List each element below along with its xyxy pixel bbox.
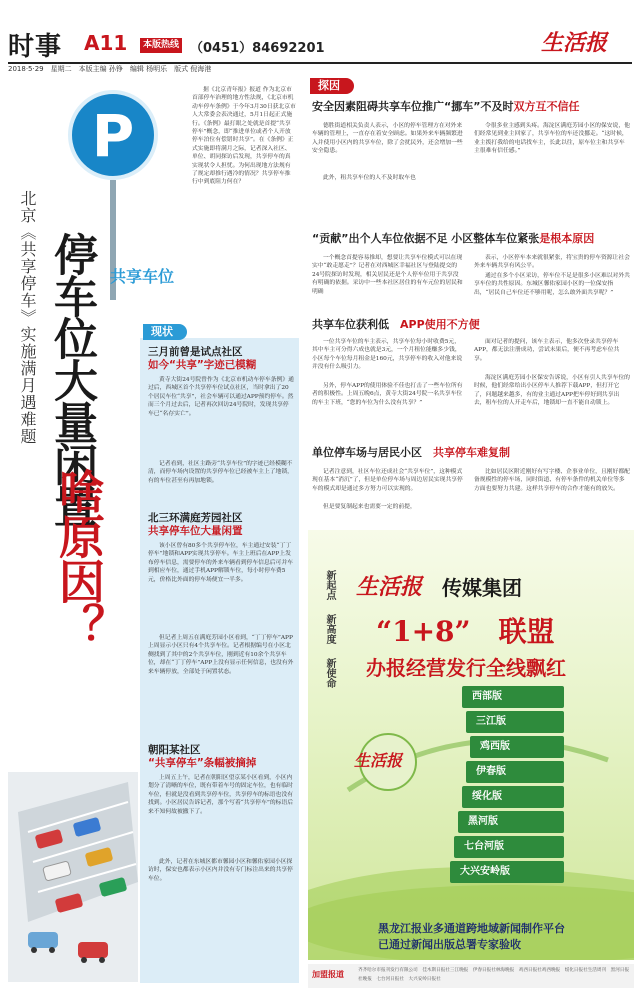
ad-paper-item: 大兴安岭版	[450, 861, 564, 883]
section1-paragraph-2: 记者看到，社区主路旁“共享车位”的字迹已经模糊不清，而停车场内设置的共享停车位已经被车主上了地锁，有的车位甚至有再加地锁。	[148, 461, 293, 484]
section-title: 时事	[8, 32, 63, 62]
page-footer	[308, 964, 634, 988]
masthead	[0, 0, 640, 72]
right-heading-2-red: 是根本原因	[539, 232, 595, 245]
article-subtitle: 北京《共享停车》实施满月遇难题	[18, 190, 37, 445]
section2-paragraph-1: 该小区曾有80多个共享停车位，车主通过安装“丁丁停车”地锁和APP实现共享停车。车主上班后在APP上发布停车信息，需要停车的外来车辆看到停车信息后可并车到相应车位，通过手机APP解锁车位，每小时停车费5元，价格比外面的停车场便宜一半多。	[148, 543, 293, 583]
brand-logo: 生活报	[541, 30, 608, 56]
dateline: 2018·5·29 星期二 本版主编 孙铮 编辑 杨明乐 版式 倪海港	[8, 65, 212, 73]
right-p3c: 面对记者的提问，该车主表示，他多次登录共享停车APP，都无法注册成功，尝试未果后，便不再考虑车位共享。	[474, 339, 620, 362]
ad-paper-item: 鸡西版	[470, 736, 564, 758]
section2-heading: 北三环满庭芳园社区	[148, 512, 243, 524]
explore-tag	[310, 78, 354, 94]
right-heading-2-text: “贡献”出个人车位依据不足 小区整体车位紧张	[312, 232, 540, 245]
right-heading-4-red: 共享停车难复制	[433, 446, 510, 459]
right-p4a: 记者注意到，社区车位还成社会“共享车位”，这种模式现在基本“消沉”了，但是单位停车场与周边居民实现共享停车的模式却是通过多方努力可以实现的。	[312, 469, 463, 492]
ad-slogan-a: 新起点	[324, 570, 335, 600]
ad-slogan-c: 新使命	[324, 658, 335, 688]
ad-paper-item: 伊春版	[466, 761, 564, 783]
right-p1b: 此外，租共享车位的人不及时取车也	[323, 175, 416, 181]
ad-paper-item: 黑河版	[458, 811, 564, 833]
footer-label: 加盟报道	[312, 970, 344, 979]
section1-subheading: 如今“共享”字迹已模糊	[148, 359, 257, 371]
ad-paper-item: 三江版	[466, 711, 564, 733]
section2-paragraph-2: 但记者上周五在满庭芳园小区看到，“丁丁停车”APP上周显示小区只有4个共享车位。记者根据编号在小区北侧找到了其中的2个共享车位，刚到近有10余个共享车位，却在“丁丁停车”APP上没有显示任何信息，也没有外来车辆停放，全部处于闲置状态。	[148, 635, 294, 675]
svg-text:P: P	[91, 102, 135, 170]
ad-logo: 生活报	[356, 574, 423, 600]
right-p3b: 另外，停车APP的使用体验不佳也打击了一些车位所有者的积极性。上周五晚6点，黄寺大街24号院一名共享车位的车主下班，“您的车位为什么没有共享？”	[312, 383, 463, 406]
footer-partners: 齐齐哈尔市报刊发行有限公司 佳木斯日报社三江晚报 伊春日报社林海晚报 鸡西日报社鸡西晚报 绥化日报社生活周刊 黑河日报社晚报 七台河日报社 大兴安岭日报社	[358, 968, 630, 982]
ad-group-name: 传媒集团	[442, 576, 522, 600]
ad-slogan-b: 新高度	[324, 614, 335, 644]
shared-parking-tag: 共享车位	[109, 267, 174, 286]
section3-subheading: “共享停车”条幅被摘掉	[148, 757, 257, 769]
right-p2a: 一个概念首提容易推却，想要让共享车位模式可以在现实中“敢走愿走”？记者在对西城区幸福社区与登陆提交的24号院探访时发现，相关居民还是个人停车位用于共享没有明确的依据。采访中一些本社区居住的有车元位的居民和明确	[312, 255, 463, 295]
ad-subtitle: 办报经营发行全线飘红	[366, 656, 566, 680]
section1-paragraph-1: 黄寺大街24号院曾作为《北京市机动车停车条例》通过后，西城区首个共享停车位试点社区，当时拿出了20个居民车位“共享”，社会车辆可以通过APP预约停车。然而三个月过去后，记者再次回访24号院时，发现共享停车已“名存实亡”。	[148, 377, 294, 417]
ad-paper-item: 西部版	[462, 686, 564, 708]
section1-heading: 三月前曾是试点社区	[148, 346, 243, 358]
status-tag	[143, 324, 187, 340]
hotline-number: （0451）84692201	[190, 41, 325, 56]
parking-p-icon	[68, 90, 158, 180]
right-p4c: 比如居民区附近刚好有写字楼、企事业单位，且刚好都配备规模性的停车场，同时街道、有停车条件的机关单位等多方面也要努力共建。这样共享停车的合作才能有的放矢。	[474, 469, 630, 492]
right-heading-2	[312, 232, 634, 245]
section3-paragraph-2: 此外，记者在东城区都市馨园小区和馨佑家园小区探访时，保安也都表示小区内并没有专门标注出来的共享停车位。	[148, 859, 293, 882]
section2-subheading: 共享停车位大量闲置	[148, 525, 243, 537]
ad-paper-list	[454, 686, 564, 886]
headline-question: 啥原因？	[52, 468, 106, 648]
right-heading-1-text: 安全因素阻碍共享车位推广“挪车”不及时	[312, 100, 514, 113]
ad-paper-item: 绥化版	[462, 786, 564, 808]
ad-footer-line-1: 黑龙江报业多通道跨地域新闻制作平台	[378, 922, 565, 935]
right-heading-4	[312, 446, 634, 459]
right-p3a: 一位共享车位的车主表示，共享车位每小时收费5元，其中车主可分得六成也就是3元，一个月租位能赚多少钱，小区每个车位每月租金是160元，共享停车的收入对他来说并没有什么吸引力。	[312, 339, 463, 371]
right-heading-1	[312, 100, 634, 113]
right-p2c: 通过在多个小区采访，停车位不足是很多小区难以对外共享车位的共性原因。东城区馨佑家园小区的一位保安指出，“居民自己车位还不够用呢，怎么敢外面共享呢？”	[474, 273, 630, 296]
headline-big: 停车位大量闲置	[46, 232, 97, 526]
right-p1c: 令很多业主感到头疼。海淀区满庭芳园小区的保安说，他们经常见到业主回家了，共享车位的车还没挪走。“这时候，业主拨打我给的电话找车主，长此以往，原车位主和共享车主很难有信任感。”	[474, 123, 630, 155]
section3-heading: 朝阳某社区	[148, 744, 201, 756]
hotline-label: 本版热线	[140, 38, 182, 53]
intro-text: 据《北京青年报》报道 作为北京市首部停车治理的地方性法规，《北京市机动车停车条例》于今年3月30日获北京市人大常委会表决通过，5月1日起正式施行。《条例》最打眼之处就是首提“共享停车”概念，即“推进单位或者个人开放停车泊位有偿错时共享”。在《条例》正式实施即将满月之际，记者深入社区、单位、胡同探访后发现，共享停车的真实现状令人担忧。为何出现地方法规有了规定却推行遇冷的情况？共享停车推行中到底阻力何在？	[192, 87, 296, 186]
right-p1a: 德胜街道相关负责人表示，小区的停车管理方在对外来车辆的管理上，一直存在着安全顾虑。如果外来车辆频繁进入并使用小区内的共享车位，除了会扰民外，还会增加一些安全隐患。	[312, 123, 463, 155]
right-p3d: 海淀区满庭芳园小区保安告诉说，小区有引人共享车位的时候，他们经常给出小区停车人推荐下载APP，但打开它了，问题越来越多，有的业主通过APP把车停好到共享出去，租车位的人开走车后，地锁却一直不能自动锁上。	[474, 375, 630, 407]
right-p4b: 但是要复制起来也需要一定的前提，	[323, 504, 416, 510]
right-heading-3-red: APP使用不方便	[400, 318, 480, 331]
left-col-content	[148, 346, 294, 908]
ad-big-title: “1+8” 联盟	[376, 615, 555, 648]
right-heading-1-red: 双方互不信任	[513, 100, 580, 113]
explore-tag-label: 探因	[318, 79, 340, 92]
ad-panel	[308, 530, 634, 960]
right-heading-3-text: 共享车位获利低	[312, 318, 389, 331]
parking-lot-illustration	[8, 772, 138, 982]
right-p2b: 表示，小区停车本来就很紧张，将宝贵的停车资源让社会外来车辆共享有风公平。	[474, 255, 630, 270]
ad-footer-line-2: 已通过新闻出版总署专家验收	[378, 938, 521, 951]
section3-paragraph-1: 上周五上午，记者在朝阳区望京某小区看到，小区内划分了清晰的车位，既有带着车号的固定车位，也有临时车位，但就是没看到共享停车位，共享停车的标语也没有找到。小区居民告诉记者，那个写着“共享停车”的标语后来不知何故被撤下了。	[148, 775, 294, 815]
status-tag-label: 现状	[151, 325, 173, 338]
page-number: A11	[84, 31, 128, 55]
ad-paper-item: 七台河版	[454, 836, 564, 858]
ad-center-logo: 生活报	[354, 751, 403, 770]
right-heading-4-text: 单位停车场与居民小区	[312, 446, 422, 459]
right-heading-3	[312, 318, 634, 331]
